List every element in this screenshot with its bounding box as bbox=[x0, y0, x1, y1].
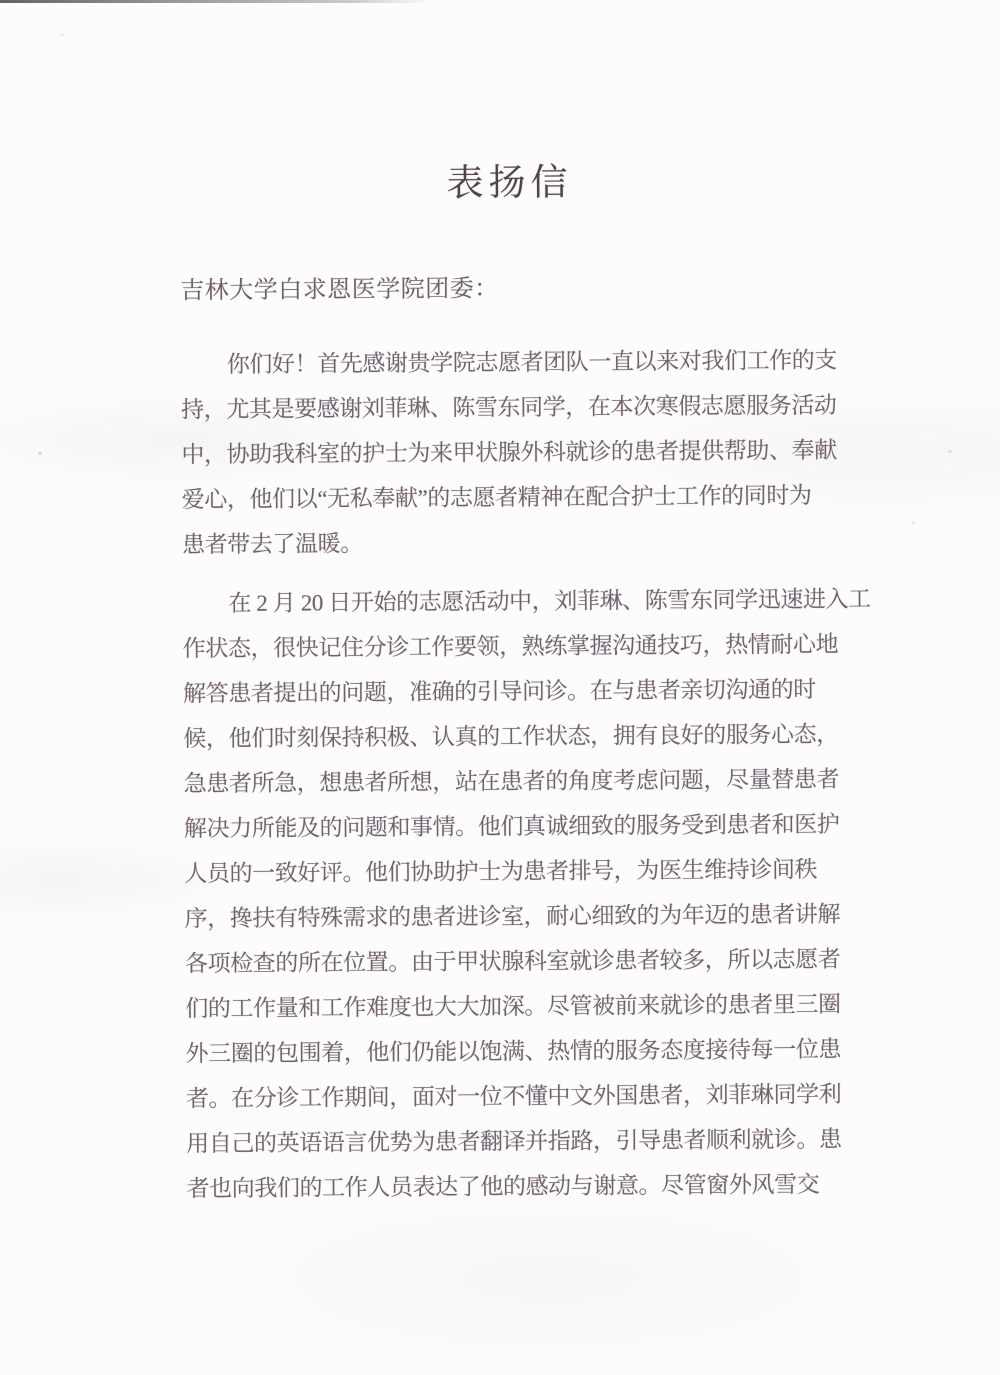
text-line: 各项检查的所在位置。由于甲状腺科室就诊患者较多，所以志愿者 bbox=[184, 946, 841, 977]
text-line: 者。在分诊工作期间，面对一位不懂中文外国患者，刘菲琳同学利 bbox=[185, 1081, 842, 1112]
text-line: 作状态，很快记住分诊工作要领，熟练掌握沟通技巧，热情耐心地 bbox=[182, 631, 839, 662]
text-line: 持，尤其是要感谢刘菲琳、陈雪东同学，在本次寒假志愿服务活动 bbox=[180, 392, 837, 423]
text-line: 候，他们时刻保持积极、认真的工作状态，拥有良好的服务心态， bbox=[183, 721, 839, 752]
text-line: 在 2 月 20 日开始的志愿活动中，刘菲琳、陈雪东同学迅速进入工 bbox=[228, 586, 871, 616]
scan-speck bbox=[912, 521, 915, 524]
text-line: 外三圈的包围着，他们仍能以饱满、热情的服务态度接待每一位患 bbox=[185, 1036, 842, 1067]
text-line: 爱心，他们以“无私奉献”的志愿者精神在配合护士工作的同时为 bbox=[181, 482, 812, 513]
text-line: 中，协助我科室的护士为来甲状腺外科就诊的患者提供帮助、奉献 bbox=[181, 437, 837, 468]
scan-edge-artifact bbox=[0, 0, 430, 3]
text-line: 患者带去了温暖。 bbox=[181, 531, 363, 558]
text-line: 人员的一致好评。他们协助护士为患者排号，为医生维持诊间秩 bbox=[184, 856, 818, 887]
text-line: 你们好！首先感谢贵学院志愿者团队一直以来对我们工作的支 bbox=[226, 347, 838, 377]
scan-speck bbox=[60, 34, 65, 36]
scan-speck bbox=[948, 450, 952, 453]
text-line: 解决力所能及的问题和事情。他们真诚细致的服务受到患者和医护 bbox=[183, 811, 840, 842]
letter-content bbox=[179, 156, 871, 1212]
text-line: 们的工作量和工作难度也大大加深。尽管被前来就诊的患者里三圈 bbox=[185, 991, 841, 1022]
letter-paragraph-2 bbox=[182, 577, 871, 1212]
text-line: 用自己的英语语言优势为患者翻译并指路，引导患者顺利就诊。患 bbox=[186, 1126, 842, 1157]
text-line: 者也向我们的工作人员表达了他的感动与谢意。尽管窗外风雪交 bbox=[186, 1171, 820, 1202]
letter-salutation: 吉林大学白求恩医学院团委： bbox=[180, 276, 499, 305]
text-line: 解答患者提出的问题，准确的引导问诊。在与患者亲切沟通的时 bbox=[182, 676, 816, 707]
text-line: 序，搀扶有特殊需求的患者进诊室，耐心细致的为年迈的患者讲解 bbox=[184, 901, 841, 932]
text-line: 急患者所急，想患者所想，站在患者的角度考虑问题，尽量替患者 bbox=[183, 766, 840, 797]
letter-title: 表扬信 bbox=[446, 162, 573, 205]
scan-speck bbox=[38, 452, 42, 455]
letter-paragraph-1 bbox=[181, 338, 843, 568]
